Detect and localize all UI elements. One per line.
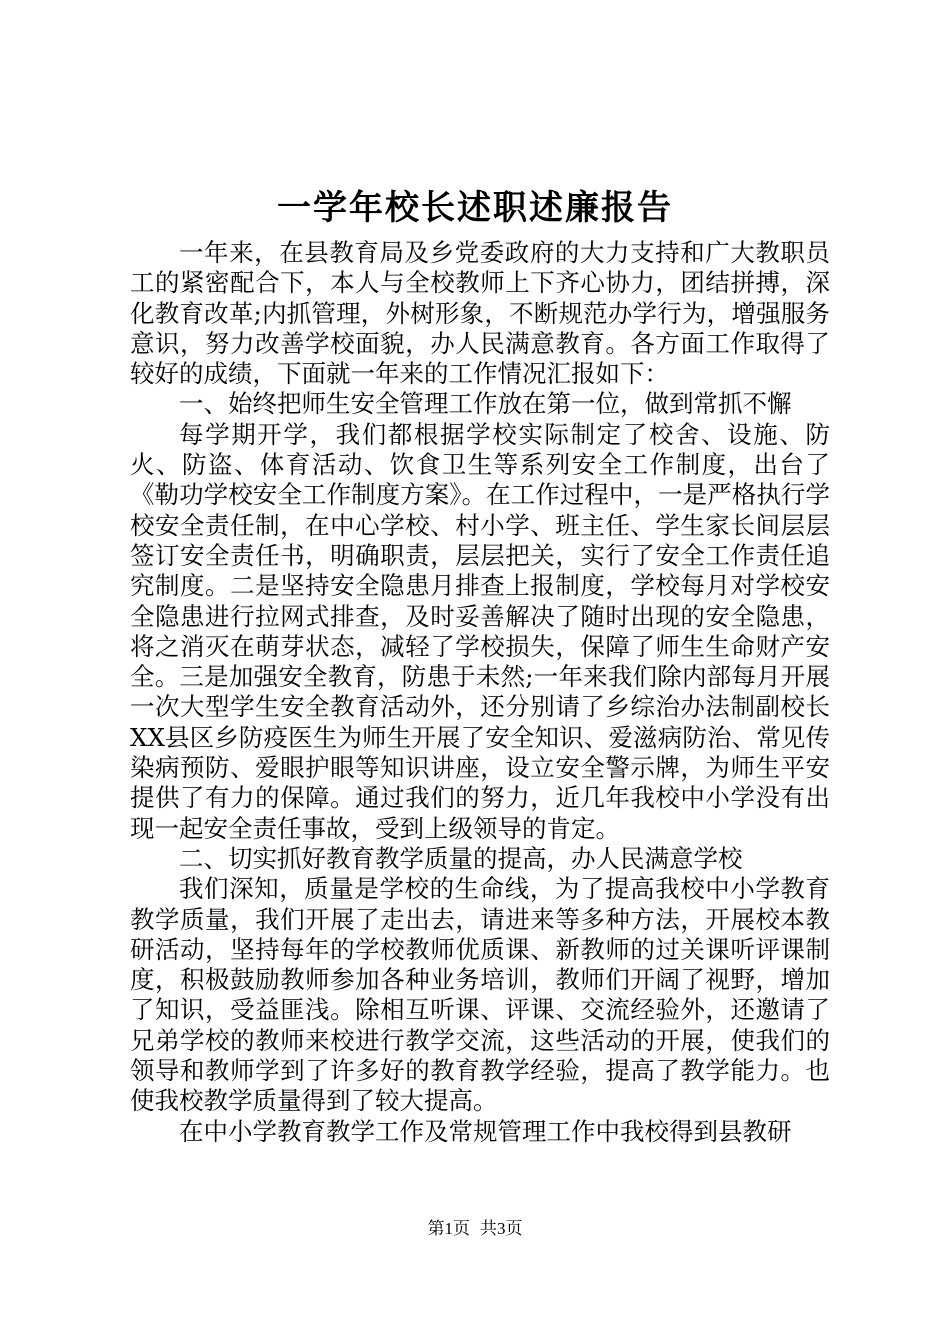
paragraph-continued: 在中小学教育教学工作及常规管理工作中我校得到县教研 <box>179 1116 792 1146</box>
page-footer <box>0 1217 950 1241</box>
page-total: 共3页 <box>480 1219 523 1238</box>
paragraph-safety: 每学期开学，我们都根据学校实际制定了校舍、设施、防火、防盗、体育活动、饮食卫生等系列安全工作制度，出台了《勒功学校安全工作制度方案》。在工作过程中，一是严格执行学校安全责任制，在中心学校、村小学、班主任、学生家长间层层签订安全责任书，明确职责，层层把关，实行了安全工作责任追究制度。二是坚持安全隐患月排查上报制度，学校每月对学校安全隐患进行拉网式排查，及时妥善解决了随时出现的安全隐患，将之消灭在萌芽状态，减轻了学校损失，保障了师生生命财产安全。三是加强安全教育，防患于未然;一年来我们除内部每月开展一次大型学生安全教育活动外，还分别请了乡综治办法制副校长XX县区乡防疫医生为师生开展了安全知识、爱滋病防治、常见传染病预防、爱眼护眼等知识讲座，设立安全警示牌，为师生平安提供了有力的保障。通过我们的努力，近几年我校中小学没有出现一起安全责任事故，受到上级领导的肯定。 <box>130 419 830 843</box>
paragraph-intro: 一年来，在县教育局及乡党委政府的大力支持和广大教职员工的紧密配合下，本人与全校教师上下齐心协力，团结拼搏，深化教育改革;内抓管理，外树形象，不断规范办学行为，增强服务意识，努力改善学校面貌，办人民满意教育。各方面工作取得了较好的成绩，下面就一年来的工作情况汇报如下： <box>130 238 830 389</box>
section-heading-quality: 二、切实抓好教育教学质量的提高，办人民满意学校 <box>179 843 743 873</box>
page-number: 第1页 <box>427 1219 470 1238</box>
document-body <box>130 238 830 1147</box>
section-heading-safety: 一、始终把师生安全管理工作放在第一位，做到常抓不懈 <box>179 389 792 419</box>
document-title: 一学年校长述职述廉报告 <box>277 188 673 228</box>
paragraph-quality: 我们深知，质量是学校的生命线，为了提高我校中小学教育教学质量，我们开展了走出去，请进来等多种方法，开展校本教研活动，坚持每年的学校教师优质课、新教师的过关课听评课制度，积极鼓励教师参加各种业务培训，教师们开阔了视野，增加了知识，受益匪浅。除相互听课、评课、交流经验外，还邀请了兄弟学校的教师来校进行教学交流，这些活动的开展，使我们的领导和教师学到了许多好的教育教学经验，提高了教学能力。也使我校教学质量得到了较大提高。 <box>130 874 830 1116</box>
